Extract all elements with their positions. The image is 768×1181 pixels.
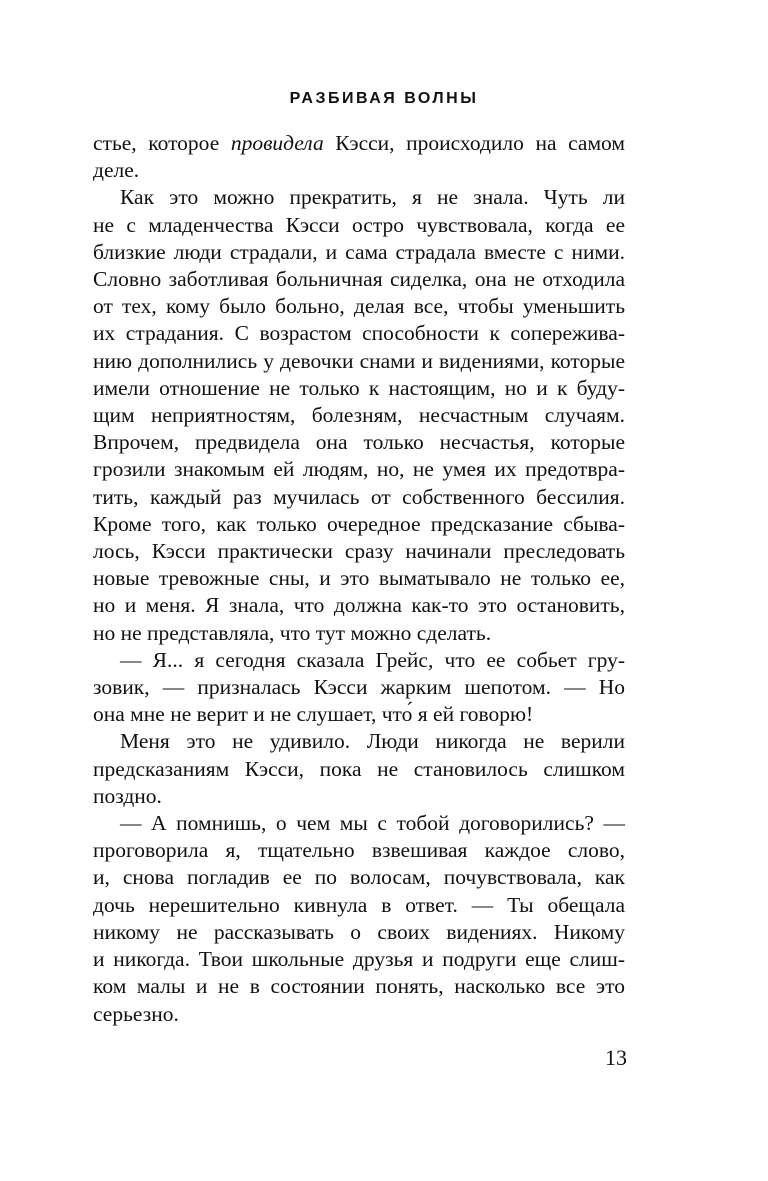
text-line: новые тревожные сны, и это выматывало не только ее, bbox=[93, 566, 625, 591]
text-line: лось, Кэсси практически сразу начинали преследовать bbox=[93, 539, 625, 564]
paragraph bbox=[93, 810, 625, 1028]
text-line: серьезно. bbox=[93, 1001, 179, 1026]
page-number: 13 bbox=[605, 1045, 627, 1070]
text-line: их страдания. С возрастом способности к сопережива- bbox=[93, 321, 625, 346]
text-line: Как это можно прекратить, я не знала. Чуть ли bbox=[120, 185, 625, 210]
text-line: и никогда. Твои школьные друзья и подруги еще слиш- bbox=[93, 947, 625, 972]
paragraph bbox=[93, 184, 625, 646]
text-line: — А помнишь, о чем мы с тобой договорились? — bbox=[120, 811, 625, 836]
text-line: но не представляла, что тут можно сделать. bbox=[93, 620, 492, 645]
text-line: не с младенчества Кэсси остро чувствовала, когда ее bbox=[93, 212, 625, 237]
text-line: имели отношение не только к настоящим, но и к буду- bbox=[93, 375, 625, 400]
text-line: предсказаниям Кэсси, пока не становилось слишком bbox=[93, 756, 625, 781]
text-line: близкие люди страдали, и сама страдала вместе с ними. bbox=[93, 239, 625, 264]
running-head: РАЗБИВАЯ ВОЛНЫ bbox=[289, 90, 479, 107]
text-line: она мне не верит и не слушает, что́ я ей говорю! bbox=[93, 702, 534, 727]
text-line: ком малы и не в состоянии понять, насколько все это bbox=[93, 974, 625, 999]
text-line: проговорила я, тщательно взвешивая каждое слово, bbox=[93, 838, 625, 863]
text-line: тить, каждый раз мучилась от собственного бессилия. bbox=[93, 484, 625, 509]
paragraph bbox=[93, 728, 625, 810]
text-line: Впрочем, предвидела она только несчастья, которые bbox=[93, 430, 625, 455]
text-line: Словно заботливая больничная сиделка, она не отходила bbox=[93, 267, 625, 292]
text-line: зовик, — призналась Кэсси жарким шепотом. — Но bbox=[93, 675, 625, 700]
text-line: Кроме того, как только очередное предсказание сбыва- bbox=[93, 511, 625, 536]
paragraph bbox=[93, 647, 625, 729]
text-line: никому не рассказывать о своих видениях. Никому bbox=[93, 919, 625, 944]
emphasis: провидела bbox=[230, 131, 324, 155]
body-text bbox=[93, 130, 625, 1028]
text-line: нию дополнились у девочки снами и видениями, которые bbox=[93, 348, 625, 373]
text-line: от тех, кому было больно, делая все, чтобы уменьшить bbox=[93, 294, 625, 319]
text-line: деле. bbox=[93, 158, 140, 183]
text-line: но и меня. Я знала, что должна как-то это остановить, bbox=[93, 593, 625, 618]
paragraph bbox=[93, 130, 625, 184]
text-line: стье, которое провидела Кэсси, происходило на самом bbox=[93, 131, 625, 155]
text-line: щим неприятностям, болезням, несчастным случаям. bbox=[93, 403, 625, 428]
text-line: Меня это не удивило. Люди никогда не верили bbox=[120, 729, 625, 754]
text-line: и, снова погладив ее по волосам, почувствовала, как bbox=[93, 865, 625, 890]
text-line: — Я... я сегодня сказала Грейс, что ее собьет гру- bbox=[120, 647, 625, 672]
text-line: поздно. bbox=[93, 783, 162, 808]
text-line: дочь нерешительно кивнула в ответ. — Ты обещала bbox=[93, 892, 625, 917]
text-line: грозили знакомым ей людям, но, не умея их предотвра- bbox=[93, 457, 625, 482]
